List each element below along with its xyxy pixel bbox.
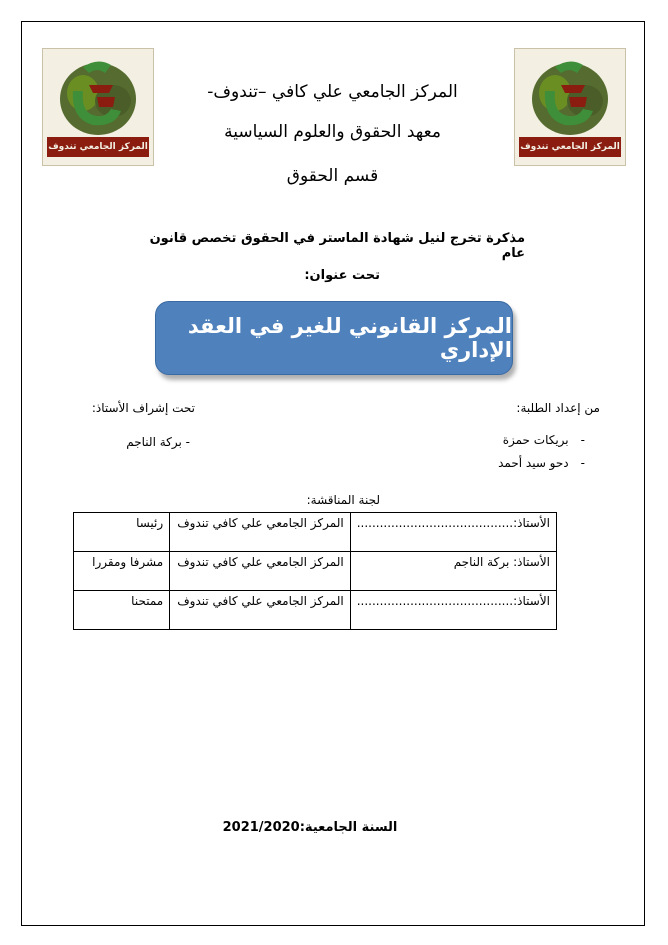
department-name: قسم الحقوق [286, 166, 379, 186]
jury-member-institution: المركز الجامعي علي كافي تندوف [170, 513, 351, 552]
jury-member-name: الأستاذ: بركة الناجم [350, 552, 556, 591]
logo-caption: المركز الجامعي تندوف [519, 137, 621, 157]
jury-member-institution: المركز الجامعي علي كافي تندوف [170, 591, 351, 630]
jury-label: لجنة المناقشة: [306, 493, 380, 507]
supervisor-label: تحت إشراف الأستاذ: [91, 401, 195, 415]
student-item: -بريكات حمزة [502, 433, 585, 447]
jury-member-role: رئيسا [74, 513, 170, 552]
university-logo-left [42, 48, 154, 166]
logo-caption: المركز الجامعي تندوف [47, 137, 149, 157]
academic-year: السنة الجامعية:2021/2020 [222, 820, 398, 835]
student-name: بريكات حمزة [502, 433, 569, 447]
university-logo-right [514, 48, 626, 166]
jury-member-name: الأستاذ:......................................... [350, 591, 556, 630]
jury-member-role: ممتحنا [74, 591, 170, 630]
table-row [74, 513, 557, 552]
jury-table [73, 512, 557, 630]
university-name: المركز الجامعي علي كافي –تندوف- [207, 82, 458, 102]
thesis-title-banner [155, 301, 513, 375]
under-title-label: تحت عنوان: [304, 268, 380, 283]
institute-name: معهد الحقوق والعلوم السياسية [224, 122, 441, 142]
thesis-title: المركز القانوني للغير في العقد الإداري [187, 314, 512, 362]
jury-member-name: الأستاذ:......................................... [350, 513, 556, 552]
thesis-subtitle: مذكرة تخرج لنيل شهادة الماستر في الحقوق تخصص قانون عام [149, 231, 525, 261]
jury-member-role: مشرفا ومقررا [74, 552, 170, 591]
student-name: دحو سيد أحمد [498, 456, 569, 470]
supervisor-name: - بركة الناجم [126, 435, 190, 449]
table-row [74, 591, 557, 630]
jury-member-institution: المركز الجامعي علي كافي تندوف [170, 552, 351, 591]
prepared-by-label: من إعداد الطلبة: [516, 401, 600, 415]
student-item: -دحو سيد أحمد [498, 456, 585, 470]
table-row [74, 552, 557, 591]
